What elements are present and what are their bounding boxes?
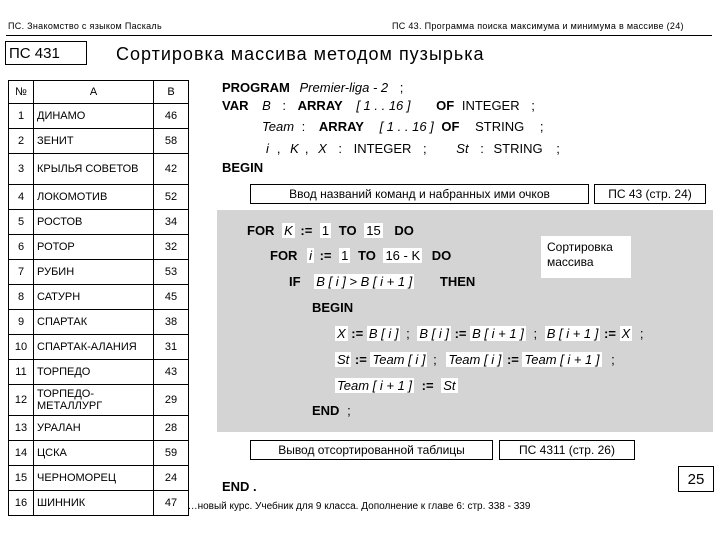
assign-op: :=: [300, 223, 313, 238]
expr-b-i: B [ i ]: [419, 326, 449, 341]
table-row: [9, 235, 189, 260]
team-points: 29: [154, 385, 189, 416]
then-keyword: THEN: [439, 274, 476, 289]
semicolon: ;: [539, 119, 544, 134]
col-b-header: B: [154, 81, 189, 104]
team-name: СПАРТАК-АЛАНИЯ: [34, 335, 154, 360]
team-name: РОСТОВ: [34, 210, 154, 235]
for-keyword: FOR: [270, 248, 298, 263]
row-number: 4: [9, 185, 34, 210]
var-team: Team: [262, 119, 295, 134]
expr-team-i: Team [ i ]: [372, 352, 426, 367]
array-range: [ 1 . . 16 ]: [379, 119, 434, 134]
team-points: 59: [154, 441, 189, 466]
var-b: B: [262, 98, 271, 113]
team-name: УРАЛАН: [34, 416, 154, 441]
team-name: САТУРН: [34, 285, 154, 310]
expr-b-i1: B [ i + 1 ]: [546, 326, 599, 341]
team-name: РОТОР: [34, 235, 154, 260]
row-number: 16: [9, 491, 34, 516]
for-inner-line: [270, 248, 451, 263]
start-value: 1: [321, 223, 330, 238]
semicolon: ;: [433, 352, 437, 367]
var-k: K: [290, 141, 299, 156]
table-row: [9, 129, 189, 154]
sort-block: [217, 210, 713, 432]
assign-op: :=: [319, 248, 332, 263]
string-type: STRING: [475, 119, 525, 134]
swap-line-3: [335, 378, 458, 393]
team-points: 52: [154, 185, 189, 210]
page-number: 25: [678, 466, 714, 492]
condition: B [ i ] > B [ i + 1 ]: [316, 274, 413, 289]
assign-op: :=: [421, 378, 434, 393]
teams-table: [8, 80, 189, 516]
row-number: 1: [9, 104, 34, 129]
expr-team-i1: Team [ i + 1 ]: [524, 352, 600, 367]
team-points: 45: [154, 285, 189, 310]
assign-op: :=: [506, 352, 519, 367]
header-left: ПС. Знакомство с языком Паскаль: [8, 21, 162, 31]
team-name: ЧЕРНОМОРЕЦ: [34, 466, 154, 491]
ps43-link-button[interactable]: ПС 43 (стр. 24): [594, 184, 706, 204]
page-title: Сортировка массива методом пузырька: [116, 44, 485, 64]
table-row: [9, 335, 189, 360]
semicolon: ;: [533, 326, 538, 341]
semicolon: ;: [347, 403, 351, 418]
var-x: X: [621, 326, 631, 341]
colon: :: [338, 141, 342, 156]
table-row: [9, 416, 189, 441]
footer-note: …новый курс. Учебник для 9 класса. Дополнение к главе 6: стр. 338 - 339: [187, 501, 531, 512]
assign-op: :=: [354, 352, 367, 367]
semicolon: ;: [531, 98, 535, 113]
team-name: ШИННИК: [34, 491, 154, 516]
colon: :: [282, 98, 287, 113]
table-header-row: [9, 81, 189, 104]
row-number: 13: [9, 416, 34, 441]
var-st: St: [456, 141, 469, 156]
team-points: 42: [154, 154, 189, 185]
expr-team-i1: Team [ i + 1 ]: [337, 378, 413, 393]
team-points: 34: [154, 210, 189, 235]
row-number: 15: [9, 466, 34, 491]
array-keyword: ARRAY: [297, 98, 343, 113]
to-keyword: TO: [338, 223, 357, 238]
row-number: 10: [9, 335, 34, 360]
semicolon: ;: [639, 326, 644, 341]
slide-id-box: ПС 431: [5, 41, 87, 65]
swap-line-2: [335, 352, 615, 367]
var-line-2: [262, 119, 543, 134]
to-keyword: TO: [358, 248, 376, 263]
col-num-header: №: [9, 81, 34, 104]
end-swap: [312, 403, 351, 418]
table-row: [9, 185, 189, 210]
var-st: St: [443, 378, 456, 393]
var-i: i: [266, 141, 269, 156]
col-a-header: A: [34, 81, 154, 104]
team-points: 38: [154, 310, 189, 335]
output-table-button[interactable]: Вывод отсортированной таблицы: [250, 440, 493, 460]
colon: :: [480, 141, 484, 156]
header-right: ПС 43. Программа поиска максимума и минимума в массиве (24): [392, 21, 684, 31]
var-line-3: [266, 141, 560, 156]
for-outer-line: [247, 223, 414, 238]
team-points: 43: [154, 360, 189, 385]
header-divider: [6, 35, 712, 36]
table-body: [9, 104, 189, 516]
assign-op: :=: [603, 326, 616, 341]
end-value: 16 - K: [385, 248, 421, 263]
table-row: [9, 310, 189, 335]
program-line: [222, 80, 403, 95]
comma: ,: [304, 141, 309, 156]
if-keyword: IF: [289, 274, 301, 289]
var-x: X: [337, 326, 346, 341]
team-points: 46: [154, 104, 189, 129]
integer-type: INTEGER: [353, 141, 412, 156]
team-points: 24: [154, 466, 189, 491]
semicolon: ;: [423, 141, 427, 156]
table-row: [9, 360, 189, 385]
string-type: STRING: [493, 141, 543, 156]
team-points: 31: [154, 335, 189, 360]
team-points: 58: [154, 129, 189, 154]
row-number: 11: [9, 360, 34, 385]
row-number: 6: [9, 235, 34, 260]
table-row: [9, 441, 189, 466]
do-keyword: DO: [394, 223, 414, 238]
team-name: РУБИН: [34, 260, 154, 285]
array-keyword: ARRAY: [318, 119, 364, 134]
assign-op: :=: [351, 326, 364, 341]
var-x: X: [318, 141, 327, 156]
row-number: 12: [9, 385, 34, 416]
var-i: i: [309, 248, 312, 263]
table-row: [9, 260, 189, 285]
do-keyword: DO: [431, 248, 452, 263]
row-number: 7: [9, 260, 34, 285]
semicolon: ;: [556, 141, 560, 156]
team-points: 28: [154, 416, 189, 441]
team-name: ЛОКОМОТИВ: [34, 185, 154, 210]
team-name: ТОРПЕДО: [34, 360, 154, 385]
comma: ,: [276, 141, 281, 156]
row-number: 14: [9, 441, 34, 466]
expr-b-i1: B [ i + 1 ]: [472, 326, 524, 341]
expr-team-i: Team [ i ]: [448, 352, 502, 367]
begin-swap: BEGIN: [312, 300, 354, 315]
end-keyword: END: [312, 403, 340, 418]
program-keyword: PROGRAM: [222, 80, 290, 95]
team-name: ЦСКА: [34, 441, 154, 466]
semicolon: ;: [399, 80, 404, 95]
table-row: [9, 154, 189, 185]
input-teams-button[interactable]: Ввод названий команд и набранных ими очков: [250, 184, 589, 204]
start-value: 1: [341, 248, 349, 263]
var-keyword: VAR: [222, 98, 249, 113]
row-number: 3: [9, 154, 34, 185]
table-row: [9, 285, 189, 310]
team-points: 53: [154, 260, 189, 285]
if-line: [289, 274, 475, 289]
semicolon: ;: [406, 326, 410, 341]
table-row: [9, 210, 189, 235]
ps4311-link-button[interactable]: ПС 4311 (стр. 26): [499, 440, 635, 460]
team-name: ДИНАМО: [34, 104, 154, 129]
assign-op: :=: [454, 326, 467, 341]
end-main: END .: [222, 479, 257, 494]
team-points: 32: [154, 235, 189, 260]
var-k: K: [284, 223, 293, 238]
team-name: ТОРПЕДО-МЕТАЛЛУРГ: [34, 385, 154, 416]
row-number: 8: [9, 285, 34, 310]
colon: :: [301, 119, 306, 134]
sort-note: Сортировка массива: [541, 236, 631, 278]
var-line-1: [222, 98, 535, 113]
team-points: 47: [154, 491, 189, 516]
begin-main: BEGIN: [222, 160, 264, 175]
of-keyword: OF: [436, 98, 455, 113]
swap-line-1: [335, 326, 643, 341]
team-name: КРЫЛЬЯ СОВЕТОВ: [34, 154, 154, 185]
of-keyword: OF: [441, 119, 460, 134]
row-number: 5: [9, 210, 34, 235]
array-range: [ 1 . . 16 ]: [356, 98, 411, 113]
expr-b-i: B [ i ]: [368, 326, 399, 341]
table-row: [9, 385, 189, 416]
team-name: СПАРТАК: [34, 310, 154, 335]
for-keyword: FOR: [247, 223, 275, 238]
table-row: [9, 104, 189, 129]
team-name: ЗЕНИТ: [34, 129, 154, 154]
table-row: [9, 466, 189, 491]
row-number: 2: [9, 129, 34, 154]
row-number: 9: [9, 310, 34, 335]
end-value: 15: [366, 223, 381, 238]
integer-type: INTEGER: [461, 98, 520, 113]
var-st: St: [337, 352, 350, 367]
program-name: Premier-liga - 2: [299, 80, 389, 95]
semicolon: ;: [611, 352, 615, 367]
